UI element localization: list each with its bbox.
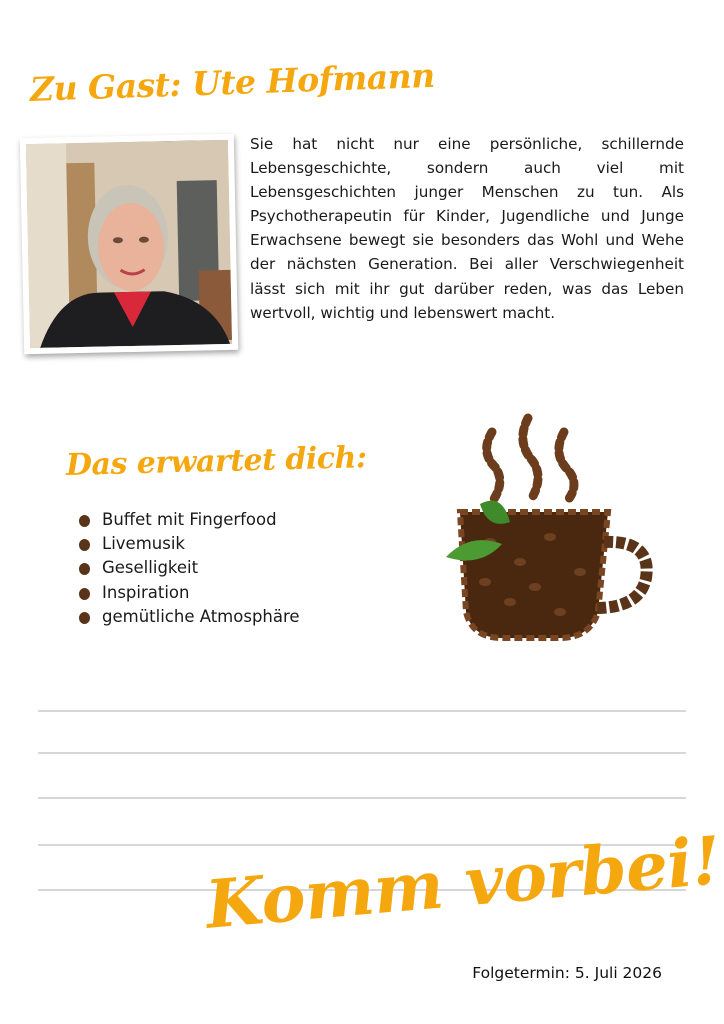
guest-heading: Zu Gast: Ute Hofmann [29,55,436,109]
list-item: gemütliche Atmosphäre [76,605,300,629]
expect-heading: Das erwartet dich: [65,440,367,483]
list-item: Inspiration [76,581,300,605]
coffee-bean-icon [79,539,90,551]
coffee-bean-icon [79,563,90,575]
feature-list [76,508,300,629]
list-item: Buffet mit Fingerfood [76,508,300,532]
list-item: Livemusik [76,532,300,556]
portrait-illustration [26,140,232,348]
coffee-bean-icon [79,588,90,600]
guest-description: Sie hat nicht nur eine persönliche, schillernde Lebensgeschichte, sondern auch viel mit Lebensgeschichten junger Menschen zu tun. Als Psychotherapeutin für Kinder, Jugendliche und Junge Erwachsene bewegt sie besonders das Wohl und Wehe der nächsten Generation. Bei aller Verschwiegenheit lässt sich mit ihr gut darüber reden, was das Leben wertvoll, wichtig und lebenswert macht. [250,135,684,322]
next-date: Folgetermin: 5. Juli 2026 [472,964,662,982]
coffee-bean-icon [79,612,90,624]
guest-photo-frame [20,134,238,354]
divider-line [38,710,686,712]
divider-line [38,752,686,754]
coffee-cup-illustration [440,412,656,648]
guest-photo [26,140,232,348]
list-item: Geselligkeit [76,556,300,580]
divider-line [38,797,686,799]
cta-title: Komm vorbei! [202,821,724,944]
coffee-bean-icon [79,515,90,527]
